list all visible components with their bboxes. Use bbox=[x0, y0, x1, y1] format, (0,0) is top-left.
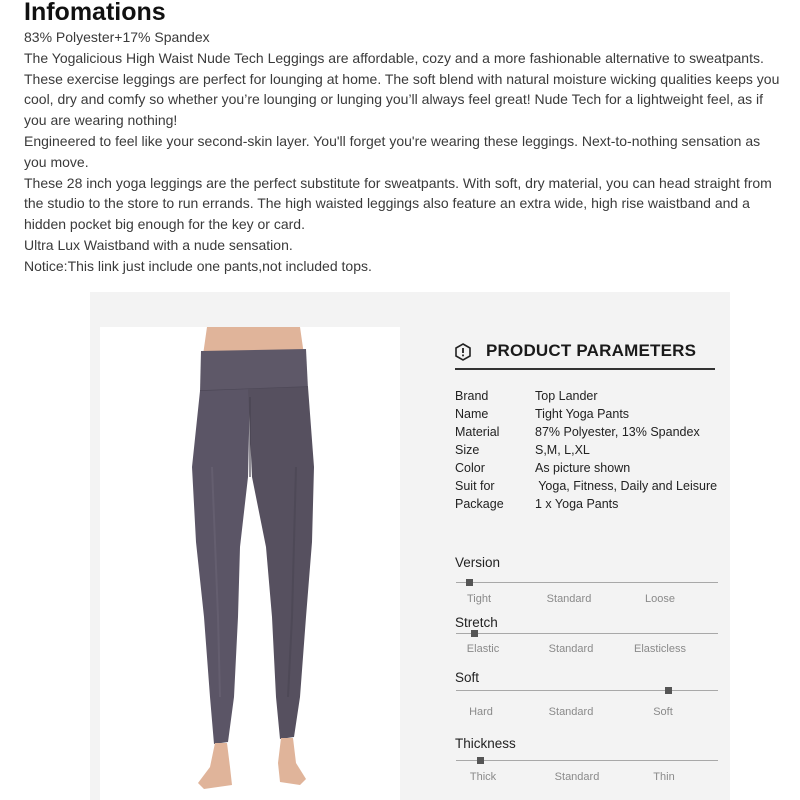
scale-label: Elasticless bbox=[634, 643, 686, 655]
parameter-key: Brand bbox=[455, 389, 489, 403]
parameter-value: 87% Polyester, 13% Spandex bbox=[535, 425, 700, 439]
parameter-key: Suit for bbox=[455, 479, 495, 493]
scale-title: Soft bbox=[455, 670, 480, 685]
scale-label: Tight bbox=[466, 593, 492, 605]
scale-track bbox=[456, 633, 718, 634]
parameter-row bbox=[455, 405, 717, 423]
parameters-table bbox=[455, 387, 717, 513]
scale-version bbox=[455, 555, 720, 605]
parameters-title: PRODUCT PARAMETERS bbox=[486, 341, 697, 360]
scale-label: Standard bbox=[546, 593, 592, 605]
scale-label: Thin bbox=[653, 771, 675, 783]
parameter-row bbox=[455, 477, 717, 495]
scale-stretch bbox=[455, 615, 720, 655]
parameter-row bbox=[455, 495, 717, 513]
scale-soft bbox=[455, 670, 720, 718]
scale-track bbox=[456, 760, 718, 761]
scale-label: Hard bbox=[469, 706, 493, 718]
parameter-value: 1 x Yoga Pants bbox=[535, 497, 619, 511]
parameter-key: Color bbox=[455, 461, 485, 475]
description-paragraph: Engineered to feel like your second-skin layer. You'll forget you're wearing these leggings. Next-to-nothing sensation as you move. bbox=[24, 132, 761, 170]
scale-marker bbox=[477, 757, 484, 764]
product-photo bbox=[100, 327, 400, 800]
scale-title: Stretch bbox=[455, 615, 498, 630]
parameter-value: Tight Yoga Pants bbox=[535, 407, 630, 421]
parameter-value: Top Lander bbox=[535, 389, 598, 403]
scale-label: Soft bbox=[653, 706, 673, 718]
parameter-row bbox=[455, 459, 717, 477]
parameters-header bbox=[455, 340, 715, 370]
parameter-key: Name bbox=[455, 407, 489, 421]
parameter-key: Material bbox=[455, 425, 500, 439]
page-title: Infomations bbox=[24, 0, 166, 26]
leggings-image bbox=[100, 327, 400, 800]
shield-info-icon bbox=[455, 343, 471, 366]
scale-marker bbox=[665, 687, 672, 694]
description-paragraph: These 28 inch yoga leggings are the perfect substitute for sweatpants. With soft, dry material, you can head straight from the studio to the store to run errands. The high waisted leggings also feature an extra wide, high rise waistband and a hidden pocket big enough for the key or card. bbox=[24, 174, 772, 233]
scale-label: Elastic bbox=[466, 643, 500, 655]
scale-track bbox=[456, 690, 718, 691]
scale-label: Standard bbox=[548, 643, 594, 655]
scale-marker bbox=[466, 579, 473, 586]
scale-thickness bbox=[455, 736, 720, 783]
parameter-value: Yoga, Fitness, Daily and Leisure bbox=[535, 479, 718, 493]
parameter-row bbox=[455, 423, 717, 441]
scale-marker bbox=[471, 630, 478, 637]
notice-text: Notice:This link just include one pants,not included tops. bbox=[24, 257, 372, 274]
parameter-row bbox=[455, 387, 717, 405]
product-parameters-panel bbox=[90, 292, 730, 800]
scale-label: Loose bbox=[645, 593, 675, 605]
scale-label: Standard bbox=[548, 706, 594, 718]
scale-track bbox=[456, 582, 718, 583]
description-paragraph: 83% Polyester+17% Spandex bbox=[24, 29, 210, 45]
parameter-value: As picture shown bbox=[535, 461, 631, 475]
parameter-value: S,M, L,XL bbox=[535, 443, 590, 457]
scale-title: Version bbox=[455, 555, 501, 570]
scale-label: Thick bbox=[469, 771, 497, 783]
parameter-key: Size bbox=[455, 443, 480, 457]
description-paragraph: Ultra Lux Waistband with a nude sensation. bbox=[24, 236, 293, 253]
scale-label: Standard bbox=[554, 771, 600, 783]
parameter-row bbox=[455, 441, 717, 459]
product-description bbox=[24, 27, 784, 277]
scale-title: Thickness bbox=[455, 736, 516, 751]
parameter-key: Package bbox=[455, 497, 504, 511]
description-paragraph: The Yogalicious High Waist Nude Tech Leggings are affordable, cozy and a more fashionable alternative to sweatpants. These exercise leggings are perfect for lounging at home. The soft blend with natural moisture wicking qualities keeps you cool, dry and comfy so whether you’re lounging or lunging you’ll always feel great! Nude Tech for a lightweight feel, as if you are wearing nothing! bbox=[24, 49, 780, 129]
